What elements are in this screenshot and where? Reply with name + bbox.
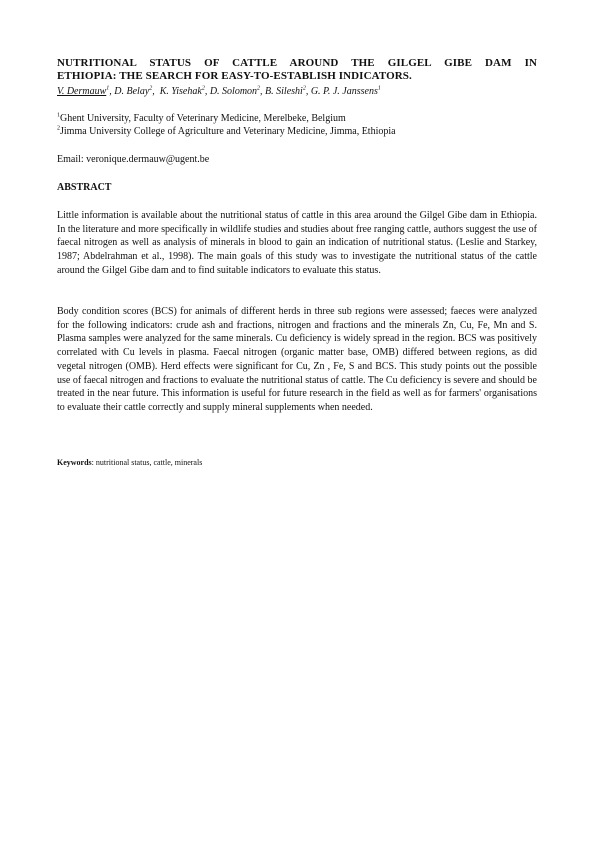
author-affiliation-mark: 2 <box>201 85 205 92</box>
abstract-paragraph-1: Little information is available about the nutritional status of cattle in this area around the Gilgel Gibe dam in Ethiopia. In the literature and more specifically in wildlife studies and studies about free ranging cattle, authors suggest the use of faecal nitrogen as well as analysis of minerals in blood to gain an indication of nutritional status. (Leslie and Starkey, 1987; Abdelrahman et al., 1998). The main goals of this study was to investigate the nutritional status of the cattle around the Gilgel Gibe dam and to find suitable indicators to evaluate this status. <box>57 210 537 276</box>
affiliation-mark: 2 <box>57 125 60 132</box>
keywords-line <box>57 458 202 468</box>
author-affiliation-mark: 1 <box>377 85 381 92</box>
title-line-2: ETHIOPIA: THE SEARCH FOR EASY-TO-ESTABLISH INDICATORS. <box>57 70 412 82</box>
affiliation-text: Ghent University, Faculty of Veterinary Medicine, Merelbeke, Belgium <box>60 113 346 124</box>
affiliation-text: Jimma University College of Agriculture and Veterinary Medicine, Jimma, Ethiopia <box>60 126 396 137</box>
author-affiliation-mark: 2 <box>149 85 153 92</box>
paper-title <box>57 57 537 83</box>
keywords-text: : nutritional status, cattle, minerals <box>91 458 203 467</box>
abstract-paragraph-2: Body condition scores (BCS) for animals of different herds in three sub regions were assessed; faeces were analyzed for the following indicators: crude ash and fractions, nitrogen and fractions and the minerals Zn, Cu, Fe, Mn and S. Plasma samples were analyzed for the same minerals. Cu deficiency is widely spread in the region. BCS was positively correlated with Cu levels in plasma. Faecal nitrogen (organic matter base, OMB) differed between regions, as did vegetal nitrogen (OMB). Herd effects were significant for Cu, Zn , Fe, S and BCS. This study points out the possible use of faecal nitrogen and fractions to evaluate the nutritional status of cattle. The Cu deficiency is severe and should be treated in the near future. This information is useful for future research in the field as well as for farmers' organisations to evaluate their cattle correctly and supply mineral supplements when needed. <box>57 306 537 413</box>
author-affiliation-mark: 2 <box>302 85 306 92</box>
author-name: D. Solomon <box>209 86 258 97</box>
author-affiliation-mark: 1 <box>106 85 110 92</box>
author-name: G. P. J. Janssens <box>310 86 378 97</box>
author-name: K. Yisehak <box>159 86 202 97</box>
affiliation-1 <box>57 112 537 125</box>
keywords-label: Keywords <box>57 458 92 467</box>
author-list: V. Dermauw$^1$, D. Belay$^2$, K. Yisehak$^2$, D. Solomon$^2$, B. Sileshi$^2$, G. P. J. Janssens$^1$ <box>57 85 381 97</box>
author-name: D. Belay <box>114 86 150 97</box>
author-name: V. Dermauw <box>57 86 107 97</box>
author-affiliation-mark: 2 <box>257 85 261 92</box>
author-name: B. Sileshi <box>265 86 303 97</box>
title-line-1: NUTRITIONAL STATUS OF CATTLE AROUND THE GILGEL GIBE DAM IN <box>57 57 537 69</box>
affiliation-mark: 1 <box>57 112 60 119</box>
abstract-heading: ABSTRACT <box>57 182 112 193</box>
contact-email: Email: veronique.dermauw@ugent.be <box>57 154 210 165</box>
affiliation-2 <box>57 125 537 138</box>
